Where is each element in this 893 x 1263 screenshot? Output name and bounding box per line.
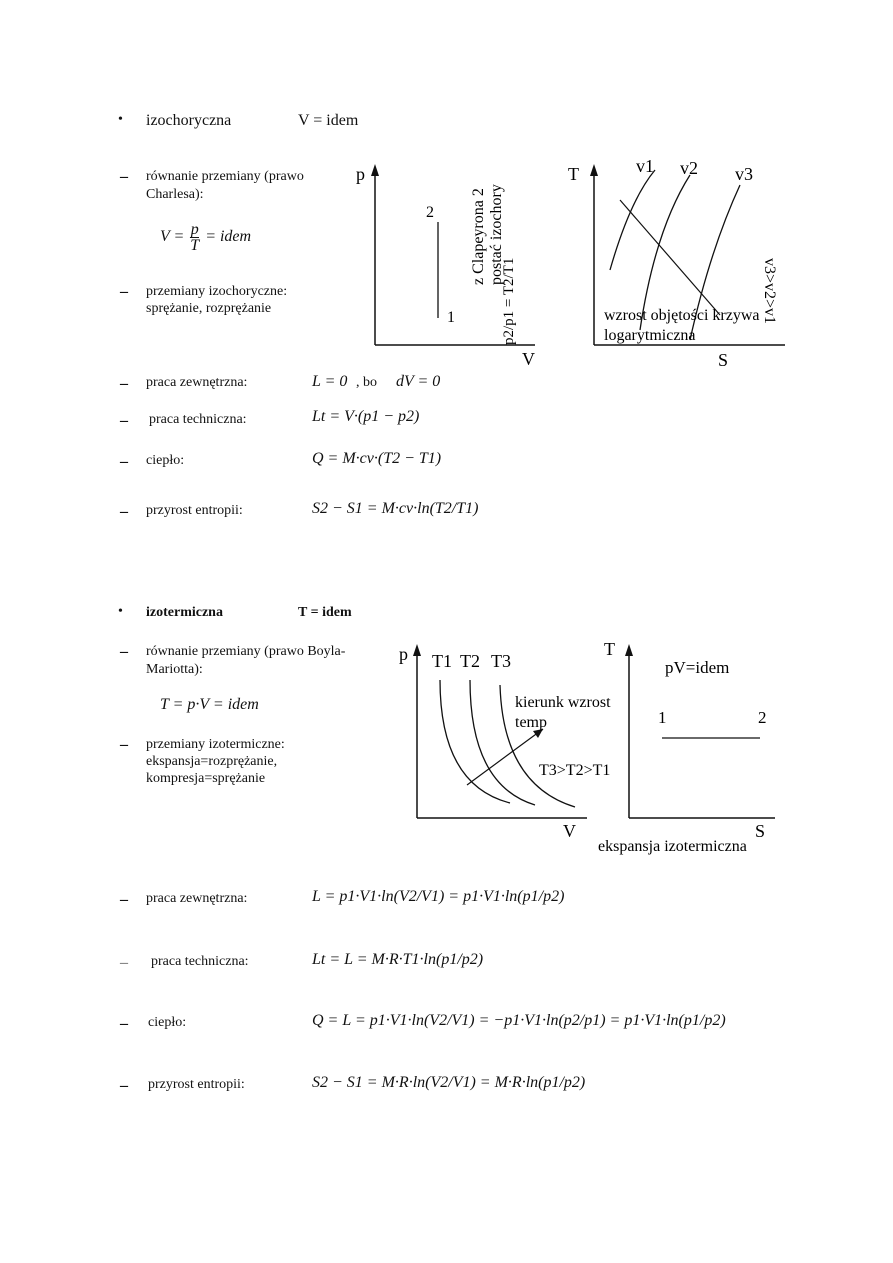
- ts-y-arrow: [590, 164, 598, 176]
- isochore-curve-v1: [610, 170, 655, 270]
- pv-y-arrow: [413, 644, 421, 656]
- pv-axis-p: p: [399, 644, 408, 664]
- isothermal-ts-chart: [600, 635, 790, 860]
- volume-note-2: logarytmiczna: [604, 327, 696, 344]
- dash-icon: –: [120, 375, 128, 392]
- dash-icon: –: [120, 412, 128, 429]
- dash-icon: –: [120, 954, 128, 971]
- section-title-isothermal: izotermiczna: [146, 605, 223, 620]
- isothermal-pv-chart: [395, 635, 610, 845]
- ts-y-arrow: [625, 644, 633, 656]
- point-1: 1: [658, 708, 667, 727]
- pv-axis-v: V: [522, 349, 535, 369]
- clapeyron-note-2: postać izochory: [488, 184, 505, 285]
- point-2: 2: [758, 708, 767, 727]
- work-bo: , bo: [356, 375, 377, 390]
- isochoric-ts-chart: [560, 140, 800, 380]
- work-label: praca zewnętrzna:: [146, 375, 248, 390]
- ratio-formula: p2/p1 = T2/T1: [501, 257, 517, 345]
- tech-formula: Lt = V·(p1 − p2): [312, 408, 420, 425]
- section-condition: T = idem: [298, 605, 352, 620]
- ts-axis-t: T: [604, 639, 615, 659]
- tech-formula: Lt = L = M·R·T1·ln(p1/p2): [312, 951, 484, 968]
- point-2: 2: [426, 204, 434, 221]
- dash-icon: –: [120, 643, 128, 660]
- transitions-label: przemiany izotermiczne: ekspansja=rozprężanie, kompresja=sprężanie: [146, 737, 285, 786]
- isochoric-pv-chart: [350, 140, 550, 380]
- entropy-formula: S2 − S1 = M·R·ln(V2/V1) = M·R·ln(p1/p2): [312, 1074, 586, 1091]
- volume-note-1: wzrost objętości krzywa: [604, 307, 760, 324]
- isotherm-label-t1: T1: [432, 651, 452, 671]
- entropy-formula: S2 − S1 = M·cv·ln(T2/T1): [312, 500, 479, 517]
- clapeyron-note-1: z Clapeyrona 2: [470, 188, 487, 285]
- charles-formula: V = $\frac{p}{T}$ = idem: [160, 221, 252, 254]
- dash-icon: –: [120, 736, 128, 753]
- heat-formula: Q = M·cv·(T2 − T1): [312, 450, 442, 467]
- entropy-label: przyrost entropii:: [148, 1077, 245, 1092]
- ts-axis-s: S: [718, 350, 729, 370]
- dash-icon: –: [120, 1015, 128, 1032]
- isotherm-label-t2: T2: [460, 651, 480, 671]
- transitions-label: przemiany izochoryczne: sprężanie, rozprężanie: [146, 284, 288, 316]
- entropy-label: przyrost entropii:: [146, 503, 243, 518]
- point-1: 1: [447, 309, 455, 326]
- ts-axis-t: T: [568, 164, 579, 184]
- temp-arrow-label-1: kierunk wzrost: [515, 694, 611, 711]
- bullet-icon: •: [118, 112, 123, 127]
- dash-icon: –: [120, 503, 128, 520]
- eq-label: równanie przemiany (prawo Boyla- Mariotta):: [146, 644, 346, 677]
- volume-order: v3>v2>v1: [761, 258, 778, 325]
- curve-label-v3: v3: [735, 164, 753, 184]
- eq-label: równanie przemiany (prawo Charlesa):: [146, 169, 304, 202]
- bullet-icon: •: [118, 604, 123, 619]
- expansion-caption: ekspansja izotermiczna: [598, 838, 747, 855]
- dash-icon: –: [120, 891, 128, 908]
- temp-increase-arrow: [467, 729, 543, 785]
- heat-label: ciepło:: [148, 1015, 187, 1030]
- dash-icon: –: [120, 453, 128, 470]
- work-formula: L = 0: [312, 373, 348, 390]
- curve-label-v2: v2: [680, 158, 698, 178]
- dash-icon: –: [120, 1077, 128, 1094]
- dash-icon: –: [120, 283, 128, 300]
- isotherm-note: pV=idem: [665, 658, 730, 677]
- work-condition: dV = 0: [396, 373, 441, 390]
- tech-label: praca techniczna:: [149, 412, 247, 427]
- pv-axis-p: p: [356, 164, 365, 184]
- heat-label: ciepło:: [146, 453, 185, 468]
- section-title-isochoric: izochoryczna: [146, 112, 232, 129]
- heat-formula: Q = L = p1·V1·ln(V2/V1) = −p1·V1·ln(p2/p1) = p1·V1·ln(p1/p2): [312, 1012, 726, 1029]
- tech-label: praca techniczna:: [151, 954, 249, 969]
- ts-axis-s: S: [755, 821, 766, 841]
- work-label: praca zewnętrzna:: [146, 891, 248, 906]
- work-formula: L = p1·V1·ln(V2/V1) = p1·V1·ln(p1/p2): [312, 888, 565, 905]
- curve-label-v1: v1: [636, 156, 654, 176]
- pv-y-arrow: [371, 164, 379, 176]
- isotherm-t1: [440, 680, 510, 803]
- isotherm-label-t3: T3: [491, 651, 511, 671]
- pv-axis-v: V: [563, 821, 576, 841]
- temp-arrow-label-2: temp: [515, 714, 547, 731]
- boyle-formula: T = p·V = idem: [160, 696, 259, 713]
- volume-increase-line: [620, 200, 720, 315]
- temp-order: T3>T2>T1: [539, 762, 611, 779]
- section-condition: V = idem: [298, 112, 359, 129]
- dash-icon: –: [120, 168, 128, 185]
